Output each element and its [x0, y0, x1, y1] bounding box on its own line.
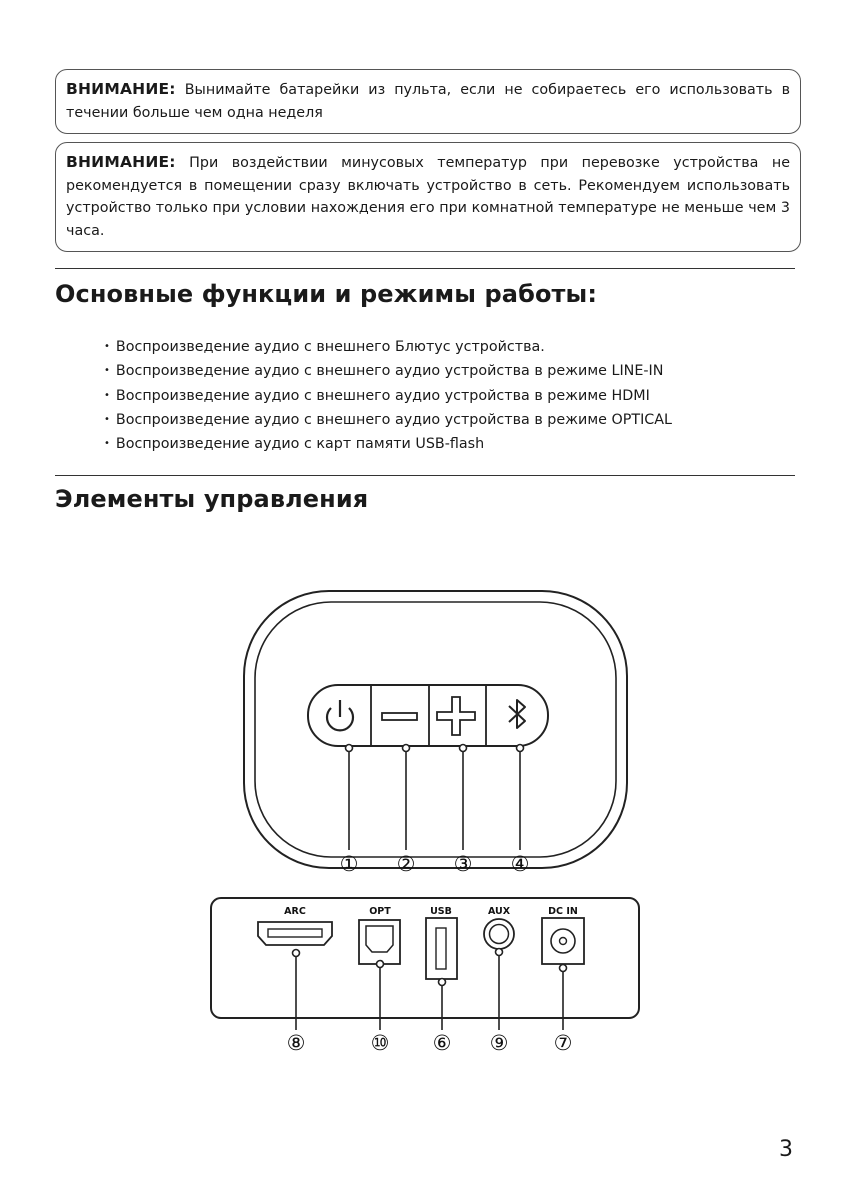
- warning-text: При воздействии минусовых температур при перевозке устройства не рекомендуется в помещении сразу включать устройство в сеть. Рекомендуем использовать устройство только при условии нахождения его при комнатной температуре не меньше чем 3 часа.: [66, 155, 790, 239]
- feature-item: • Воспроизведение аудио с внешнего аудио устройства в режиме LINE-IN: [104, 360, 672, 384]
- plus-icon: [437, 697, 475, 735]
- callout-7: ⑦: [553, 1031, 573, 1055]
- button-strip: [308, 685, 548, 746]
- usb-port-icon: [426, 918, 457, 979]
- callout-3: ③: [453, 852, 473, 876]
- device-top-inner: [255, 602, 616, 857]
- power-icon: [327, 700, 353, 730]
- callout-2: ②: [396, 852, 416, 876]
- callout-9: ⑨: [489, 1031, 509, 1055]
- hdmi-port-icon: [258, 922, 332, 945]
- warning-label: ВНИМАНИЕ:: [66, 153, 176, 171]
- dc-in-jack-icon: [542, 918, 584, 964]
- feature-item: • Воспроизведение аудио с карт памяти USB-flash: [104, 433, 672, 457]
- aux-jack-icon: [484, 919, 514, 949]
- page-number: 3: [779, 1137, 793, 1162]
- bluetooth-icon: [509, 700, 525, 728]
- port-label-arc: ARC: [284, 906, 306, 917]
- functions-heading: Основные функции и режимы работы:: [55, 280, 598, 308]
- callout-1: ①: [339, 852, 359, 876]
- callout-6: ⑥: [432, 1031, 452, 1055]
- feature-item: • Воспроизведение аудио с внешнего аудио устройства в режиме OPTICAL: [104, 409, 672, 433]
- warning-label: ВНИМАНИЕ:: [66, 80, 176, 98]
- optical-port-icon: [359, 920, 400, 964]
- port-label-dcin: DC IN: [548, 906, 578, 917]
- warning-text: Вынимайте батарейки из пульта, если не собираетесь его использовать в течении больше чем одна неделя: [66, 82, 790, 121]
- controls-heading: Элементы управления: [55, 485, 369, 513]
- port-label-usb: USB: [430, 906, 452, 917]
- port-label-opt: OPT: [369, 906, 391, 917]
- callout-8: ⑧: [286, 1031, 306, 1055]
- feature-item: • Воспроизведение аудио с внешнего Блютус устройства.: [104, 336, 672, 360]
- device-top-outer: [244, 591, 627, 868]
- feature-item: • Воспроизведение аудио с внешнего аудио устройства в режиме HDMI: [104, 385, 672, 409]
- port-label-aux: AUX: [487, 906, 511, 917]
- callout-10: ⑩: [370, 1031, 390, 1055]
- minus-icon: [382, 713, 417, 720]
- callout-4: ④: [510, 852, 530, 876]
